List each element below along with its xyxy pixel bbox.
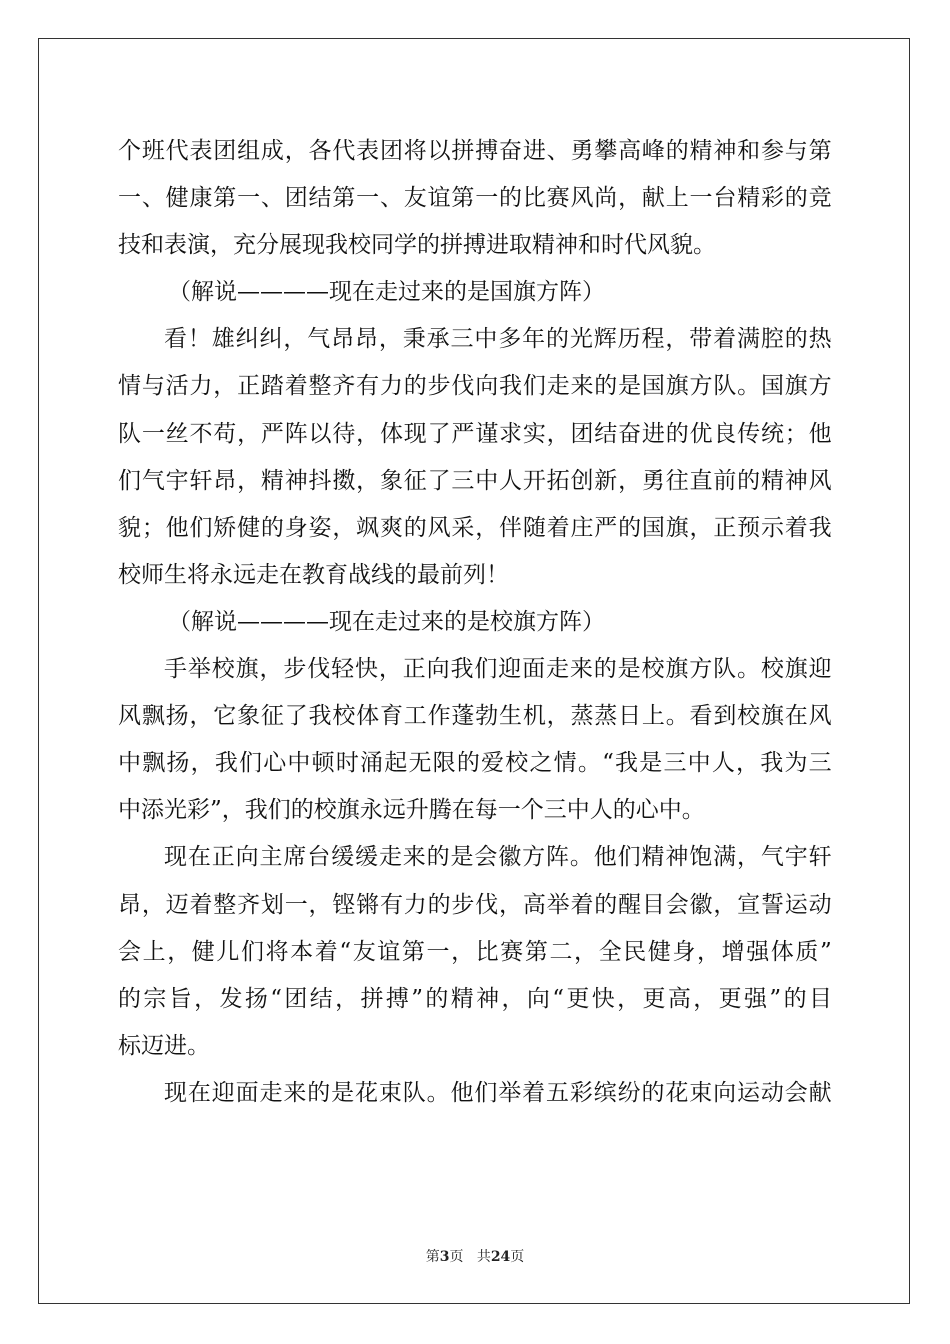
text-line: 技和表演，充分展现我校同学的拼搏进取精神和时代风貌。 xyxy=(118,232,716,259)
text-line: 中添光彩”，我们的校旗永远升腾在每一个三中人的心中。 xyxy=(118,797,705,824)
text-line: 标迈进。 xyxy=(118,1032,210,1059)
text-line: 中 飘 扬 ， 我 们 心 中 顿 时 涌 起 无 限 的 爱 校 之 情 。 “ 我 是 三 中 人 ， 我 为 三 xyxy=(118,750,832,777)
total-pages: 24 xyxy=(490,1249,511,1265)
footer-total-suffix: 页 xyxy=(510,1249,525,1265)
text-line: 的 宗 旨 ， 发 扬 “ 团 结 ， 拼 搏 ” 的 精 神 ， 向 “ 更 快 ， 更 高 ， 更 强 ” 的 目 xyxy=(118,985,832,1012)
footer-total-prefix: 共 xyxy=(476,1249,491,1265)
text-line: 手 举 校 旗 ， 步 伐 轻 快 ， 正 向 我 们 迎 面 走 来 的 是 校 旗 方 队 。 校 旗 迎 xyxy=(164,656,832,683)
text-line: 看 ！ 雄 纠 纠 ， 气 昂 昂 ， 秉 承 三 中 多 年 的 光 辉 历 程 ， 带 着 满 腔 的 热 xyxy=(164,326,832,353)
text-line: 现 在 迎 面 走 来 的 是 花 束 队 。 他 们 举 着 五 彩 缤 纷 的 花 束 向 运 动 会 献 xyxy=(164,1079,832,1106)
text-line: 校师生将永远走在教育战线的最前列！ xyxy=(118,561,509,588)
text-line: 貌 ； 他 们 矫 健 的 身 姿 ， 飒 爽 的 风 采 ， 伴 随 着 庄 严 的 国 旗 ， 正 预 示 着 我 xyxy=(118,514,832,541)
text-line: 现 在 正 向 主 席 台 缓 缓 走 来 的 是 会 徽 方 阵 。 他 们 精 神 饱 满 ， 气 宇 轩 xyxy=(164,844,832,871)
section-caption: （解说————现在走过来的是国旗方阵） xyxy=(168,279,605,306)
footer-prefix: 第 xyxy=(425,1249,440,1265)
text-line: 一 、 健 康 第 一 、 团 结 第 一 、 友 谊 第 一 的 比 赛 风 尚 ， 献 上 一 台 精 彩 的 竞 xyxy=(118,185,832,212)
text-line: 们 气 宇 轩 昂 ， 精 神 抖 擞 ， 象 征 了 三 中 人 开 拓 创 新 ， 勇 往 直 前 的 精 神 风 xyxy=(118,467,832,494)
section-caption: （解说————现在走过来的是校旗方阵） xyxy=(168,608,605,635)
page-footer xyxy=(0,1246,950,1266)
footer-page-suffix: 页 xyxy=(449,1249,464,1265)
text-line: 会 上 ， 健 儿 们 将 本 着 “ 友 谊 第 一 ， 比 赛 第 二 ， 全 民 健 身 ， 增 强 体 质 ” xyxy=(118,938,832,965)
text-line: 昂 ， 迈 着 整 齐 划 一 ， 铿 锵 有 力 的 步 伐 ， 高 举 着 的 醒 目 会 徽 ， 宣 誓 运 动 xyxy=(118,891,832,918)
text-line: 情 与 活 力 ， 正 踏 着 整 齐 有 力 的 步 伐 向 我 们 走 来 的 是 国 旗 方 队 。 国 旗 方 xyxy=(118,373,832,400)
text-line: 风 飘 扬 ， 它 象 征 了 我 校 体 育 工 作 蓬 勃 生 机 ， 蒸 蒸 日 上 。 看 到 校 旗 在 风 xyxy=(118,703,832,730)
text-line: 个 班 代 表 团 组 成 ， 各 代 表 团 将 以 拼 搏 奋 进 、 勇 攀 高 峰 的 精 神 和 参 与 第 xyxy=(118,138,832,164)
text-line: 队 一 丝 不 苟 ， 严 阵 以 待 ， 体 现 了 严 谨 求 实 ， 团 结 奋 进 的 优 良 传 统 ； 他 xyxy=(118,420,832,447)
page-number: 3 xyxy=(439,1249,450,1265)
document-body xyxy=(118,128,832,1117)
